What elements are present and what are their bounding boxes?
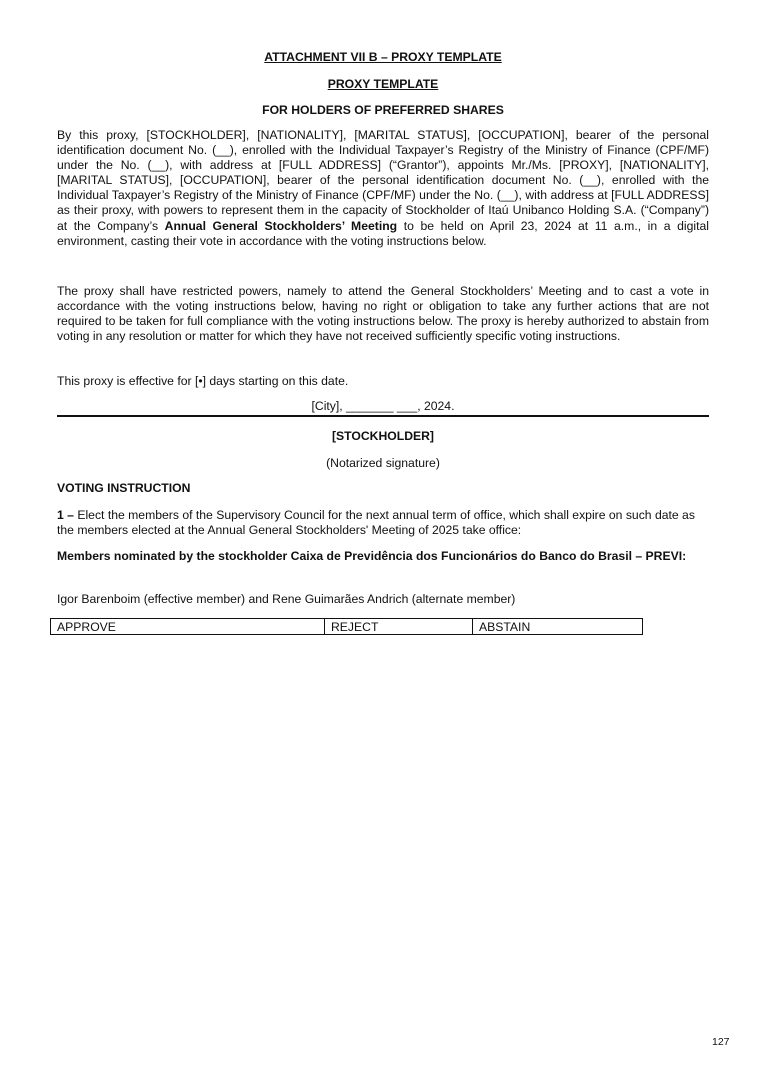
proxy-title: PROXY TEMPLATE xyxy=(327,77,439,91)
voting-item-number: 1 – xyxy=(57,508,74,522)
notarized-signature-note: (Notarized signature) xyxy=(326,456,440,470)
voting-item-1 xyxy=(57,508,709,538)
page-number: 127 xyxy=(712,1036,730,1048)
proxy-grant-paragraph xyxy=(57,128,709,249)
effective-period-paragraph: This proxy is effective for [•] days starting on this date. xyxy=(57,374,349,388)
approve-option[interactable]: APPROVE xyxy=(51,619,325,635)
restricted-powers-paragraph: The proxy shall have restricted powers, namely to attend the General Stockholders’ Meeting and to cast a vote in accordance with the voting instructions below, having no right or obligation to take any further actions that are not required to be taken for full compliance with the voting instructions below. The proxy is hereby authorized to abstain from voting in any resolution or matter for which they have not received sufficiently specific voting instructions. xyxy=(57,284,709,344)
nominees-line: Igor Barenboim (effective member) and Rene Guimarães Andrich (alternate member) xyxy=(57,592,516,606)
voting-options-table xyxy=(50,618,643,635)
city-date-line: [City], _______ ___, 2024. xyxy=(311,399,455,413)
voting-options-row xyxy=(51,619,643,635)
proxy-grant-text-start: By this proxy, [STOCKHOLDER], [NATIONALITY], [MARITAL STATUS], [OCCUPATION], bearer of the personal identification document No. (__), enrolled with the Individual Taxpayer’s Registry of the Ministry of Finance (CPF/MF) under the No. (__), with address at [FULL ADDRESS] (“Grantor”), appoints Mr./Ms. [PROXY], [NATIONALITY], [MARITAL STATUS], [OCCUPATION], bearer of the personal identification document No. (__), enrolled with the Individual Taxpayer’s Registry of the Ministry of Finance (CPF/MF) under the No. (__), with address at [FULL ADDRESS] as their proxy, with powers to represent them in the capacity of Stockholder of Itaú Unibanco Holding S.A. (“Company”) at the Company’s xyxy=(57,128,709,233)
voting-item-text: Elect the members of the Supervisory Council for the next annual term of office, which shall expire on such date as the members elected at the Annual General Stockholders' Meeting of 2025 take office: xyxy=(57,508,695,538)
nominating-stockholder: Members nominated by the stockholder Caixa de Previdência dos Funcionários do Banco do Brasil – PREVI: xyxy=(57,549,687,563)
signature-rule xyxy=(57,415,709,417)
reject-option[interactable]: REJECT xyxy=(325,619,473,635)
stockholder-signature-name: [STOCKHOLDER] xyxy=(331,429,434,443)
voting-instruction-heading: VOTING INSTRUCTION xyxy=(57,481,191,495)
attachment-title: ATTACHMENT VII B – PROXY TEMPLATE xyxy=(264,50,502,64)
proxy-grant-text-end: to be held on April 23, 2024 at 11 a.m., in a digital environment, casting their vote in accordance with the voting instructions below. xyxy=(57,218,709,248)
preferred-shares-subtitle: FOR HOLDERS OF PREFERRED SHARES xyxy=(262,103,504,117)
abstain-option[interactable]: ABSTAIN xyxy=(473,619,643,635)
meeting-name: Annual General Stockholders’ Meeting xyxy=(164,218,398,233)
